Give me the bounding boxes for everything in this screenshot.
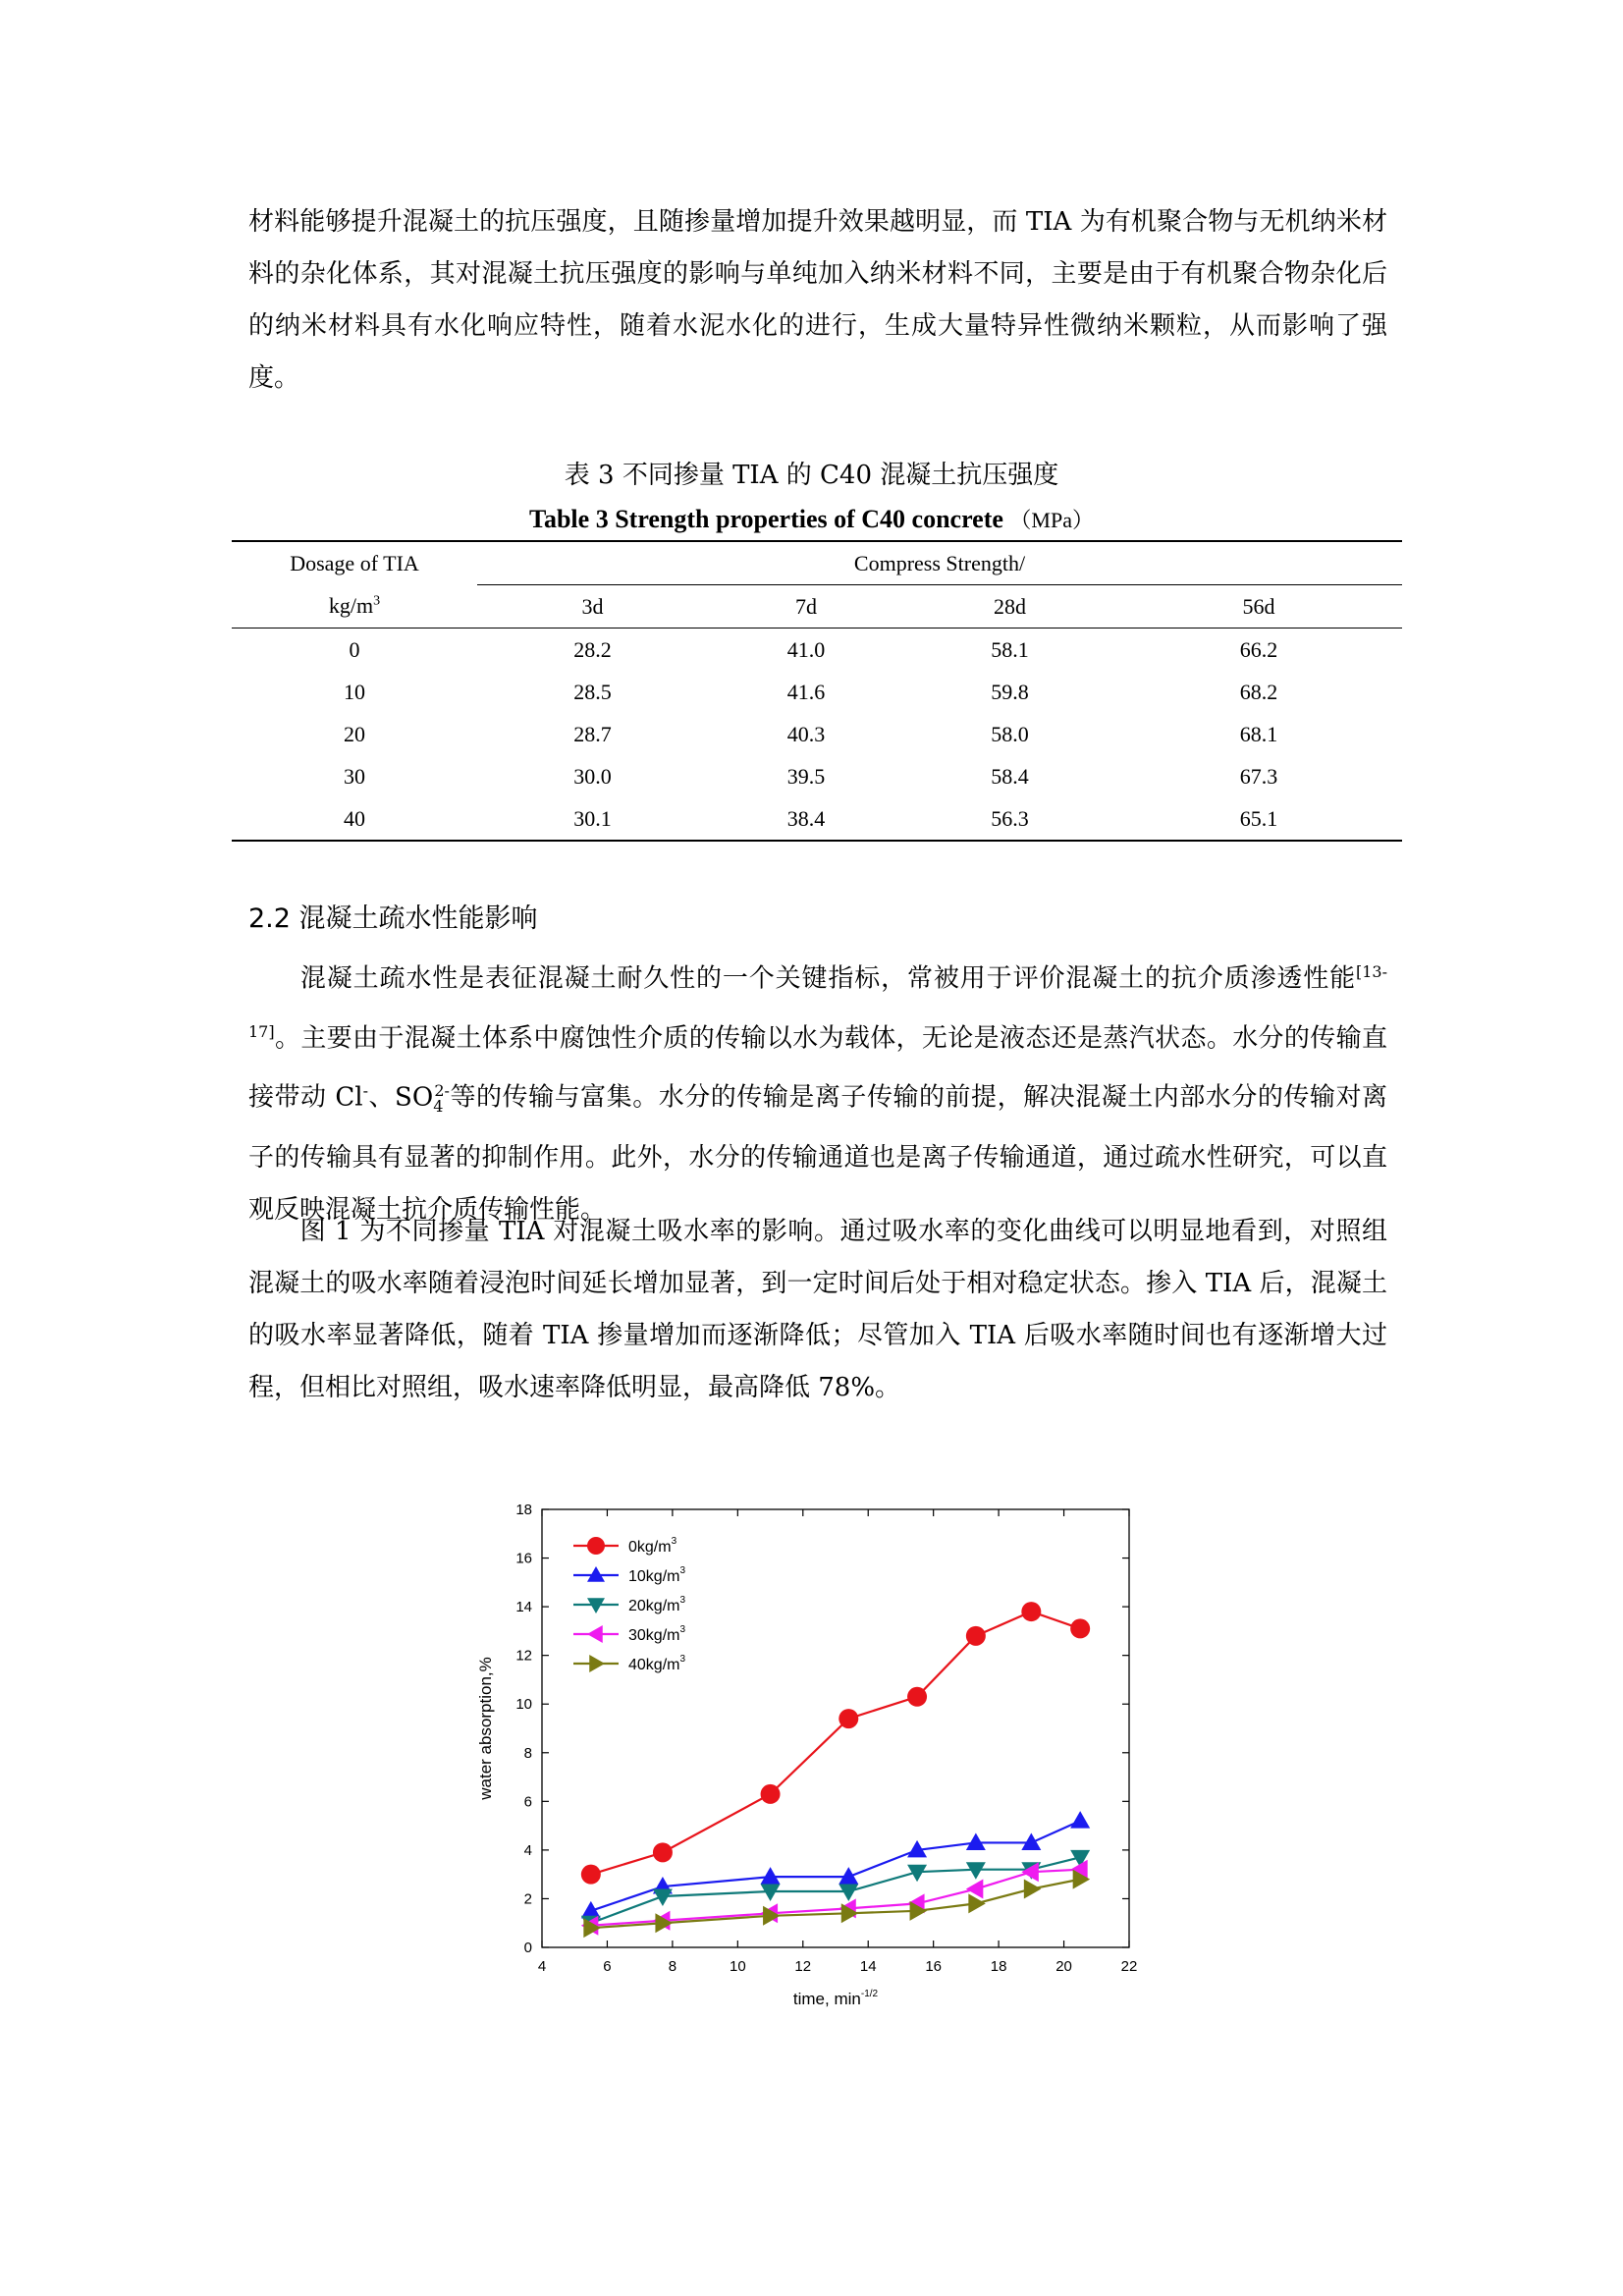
data-point (966, 1832, 986, 1850)
data-point (581, 1865, 601, 1885)
table-row (232, 713, 1402, 755)
legend-label-sup: 3 (671, 1536, 677, 1547)
header-dosage: Dosage of TIA (290, 550, 419, 575)
data-point (1021, 1602, 1041, 1621)
header-compress-strength: Compress Strength/ (853, 550, 1026, 575)
cell-value: 66.2 (1239, 636, 1278, 662)
legend-label-sup: 3 (679, 1565, 686, 1576)
cell-dosage: 20 (344, 721, 365, 746)
water-absorption-chart (471, 1493, 1159, 2023)
x-tick-label: 22 (1120, 1958, 1138, 1975)
cell-value: 65.1 (1239, 805, 1278, 831)
y-tick-label: 18 (515, 1502, 532, 1518)
cell-value: 30.0 (573, 763, 612, 789)
y-axis-label: water absorption,% (476, 1657, 495, 1800)
y-tick-label: 14 (515, 1599, 532, 1616)
table-caption-cn: 表 3 不同掺量 TIA 的 C40 混凝土抗压强度 (564, 461, 1059, 490)
cell-value: 38.4 (786, 805, 826, 831)
data-point (839, 1867, 858, 1885)
legend-label-sup: 3 (679, 1624, 686, 1635)
table-caption-unit: （MPa） (1009, 508, 1094, 532)
y-tick-label: 16 (515, 1550, 532, 1567)
x-tick-label: 6 (603, 1958, 612, 1975)
section-heading (248, 897, 538, 935)
table-caption-en-title: Table 3 Strength properties of C40 concrete (529, 505, 1003, 533)
table-header-row-2 (232, 585, 1402, 629)
cell-dosage: 0 (349, 636, 360, 662)
data-point (653, 1842, 673, 1862)
x-axis-label-sup: -1/2 (860, 1989, 879, 1999)
cell-value: 30.1 (573, 805, 612, 831)
y-tick-label: 6 (523, 1793, 532, 1811)
table-caption-en (0, 503, 1623, 537)
cell-dosage: 10 (344, 679, 365, 704)
y-tick-label: 10 (515, 1696, 532, 1714)
x-tick-label: 4 (537, 1958, 547, 1975)
data-point (653, 1888, 673, 1906)
x-tick-label: 18 (990, 1958, 1007, 1975)
cell-value: 39.5 (786, 763, 826, 789)
y-tick-label: 8 (523, 1744, 532, 1762)
series-line-0 (591, 1612, 1080, 1875)
legend-marker (587, 1537, 605, 1555)
cell-value: 67.3 (1239, 763, 1278, 789)
cell-value: 28.2 (573, 636, 612, 662)
legend-label: $30kg/m^3$ (628, 1624, 686, 1644)
header-dosage-unit: $kg/m^3$ (328, 593, 381, 619)
data-point (839, 1885, 858, 1902)
cell-dosage: 40 (344, 805, 365, 831)
x-axis-label: time, $\min^{-1/2}$ (792, 1989, 879, 2008)
paragraph-strength-discussion: 材料能够提升混凝土的抗压强度，且随掺量增加提升效果越明显，而 TIA 为有机聚合物与无机纳米材料的杂化体系，其对混凝土抗压强度的影响与单纯加入纳米材料不同，主要是由于有机聚合物杂化后的纳米材料具有水化响应特性，随着水泥水化的进行，生成大量特异性微纳米颗粒，从而影响了强度。 (248, 207, 1387, 393)
section-title: 混凝土疏水性能影响 (298, 903, 538, 934)
x-tick-label: 10 (729, 1958, 746, 1975)
y-tick-label: 0 (523, 1940, 532, 1956)
x-tick-label: 14 (859, 1958, 877, 1975)
paragraph-hydrophobicity: 混凝土疏水性是表征混凝土耐久性的一个关键指标，常被用于评价混凝土的抗介质渗透性能[13-17]。主要由于混凝土体系中腐蚀性介质的传输以水为载体，无论是液态还是蒸汽状态。水分的传输直接带动 Cl-、$SO_4^{2-}$等的传输与富集。水分的传输是离子传输的前提，解决混凝土内部水分的传输对离子的传输具有显著的抑制作用。此外，水分的传输通道也是离子传输通道，通过疏水性研究，可以直观反映混凝土抗介质传输性能。 (248, 962, 1387, 1226)
table-row (232, 797, 1402, 841)
legend-label: $40kg/m^3$ (628, 1654, 686, 1673)
legend-label: $10kg/m^3$ (628, 1565, 686, 1585)
strength-table (232, 540, 1402, 842)
data-point (1021, 1832, 1041, 1850)
y-tick-label: 2 (523, 1890, 532, 1908)
data-point (761, 1784, 781, 1804)
table-row (232, 755, 1402, 797)
cell-value: 58.1 (991, 636, 1029, 662)
cell-dosage: 30 (344, 763, 365, 789)
section-number: 2.2 (248, 903, 291, 934)
legend-marker (587, 1625, 603, 1643)
legend-label-sup: 3 (679, 1595, 686, 1606)
y-tick-label: 12 (515, 1647, 532, 1665)
legend-label-sup: 3 (679, 1654, 686, 1665)
cell-value: 58.4 (991, 763, 1029, 789)
cell-value: 28.5 (573, 679, 612, 704)
x-tick-label: 8 (668, 1958, 677, 1975)
data-point (907, 1687, 927, 1707)
paragraph-figure1-discussion: 图 1 为不同掺量 TIA 对混凝土吸水率的影响。通过吸水率的变化曲线可以明显地看到，对照组混凝土的吸水率随着浸泡时间延长增加显著，到一定时间后处于相对稳定状态。掺入 TIA 后，混凝土的吸水率显著降低，随着 TIA 掺量增加而逐渐降低；尽管加入 TIA 后吸水率随时间也有逐渐增大过程，但相比对照组，吸水速率降低明显，最高降低 78%。 (248, 1217, 1387, 1402)
cell-value: 68.1 (1239, 721, 1278, 746)
header-age-7d: 7d (708, 585, 904, 629)
table-header-row-1 (232, 541, 1402, 585)
cell-value: 40.3 (786, 721, 826, 746)
chart-svg (471, 1493, 1159, 2023)
cell-value: 28.7 (573, 721, 612, 746)
cell-value: 58.0 (991, 721, 1029, 746)
legend-marker (589, 1655, 605, 1672)
legend-marker (587, 1598, 605, 1613)
x-tick-label: 16 (925, 1958, 943, 1975)
x-tick-label: 12 (794, 1958, 812, 1975)
cell-value: 41.6 (786, 679, 826, 704)
header-age-56d: 56d (1115, 585, 1402, 629)
data-point (1070, 1811, 1090, 1829)
data-point (1024, 1880, 1042, 1899)
header-age-3d: 3d (477, 585, 708, 629)
x-tick-label: 20 (1055, 1958, 1072, 1975)
y-tick-label: 4 (523, 1841, 532, 1859)
data-point (1070, 1618, 1090, 1638)
legend-label: $20kg/m^3$ (628, 1595, 686, 1614)
cell-value: 41.0 (786, 636, 826, 662)
table-row (232, 629, 1402, 672)
citation-ref: [13-17] (248, 962, 1387, 1041)
data-point (761, 1867, 781, 1885)
data-point (839, 1709, 858, 1728)
table-row (232, 671, 1402, 713)
legend-marker (587, 1566, 605, 1582)
header-age-28d: 28d (904, 585, 1115, 629)
cell-value: 68.2 (1239, 679, 1278, 704)
cell-value: 56.3 (991, 805, 1029, 831)
data-point (966, 1626, 986, 1646)
cell-value: 59.8 (991, 679, 1029, 704)
legend-label: $0kg/m^3$ (628, 1536, 677, 1556)
